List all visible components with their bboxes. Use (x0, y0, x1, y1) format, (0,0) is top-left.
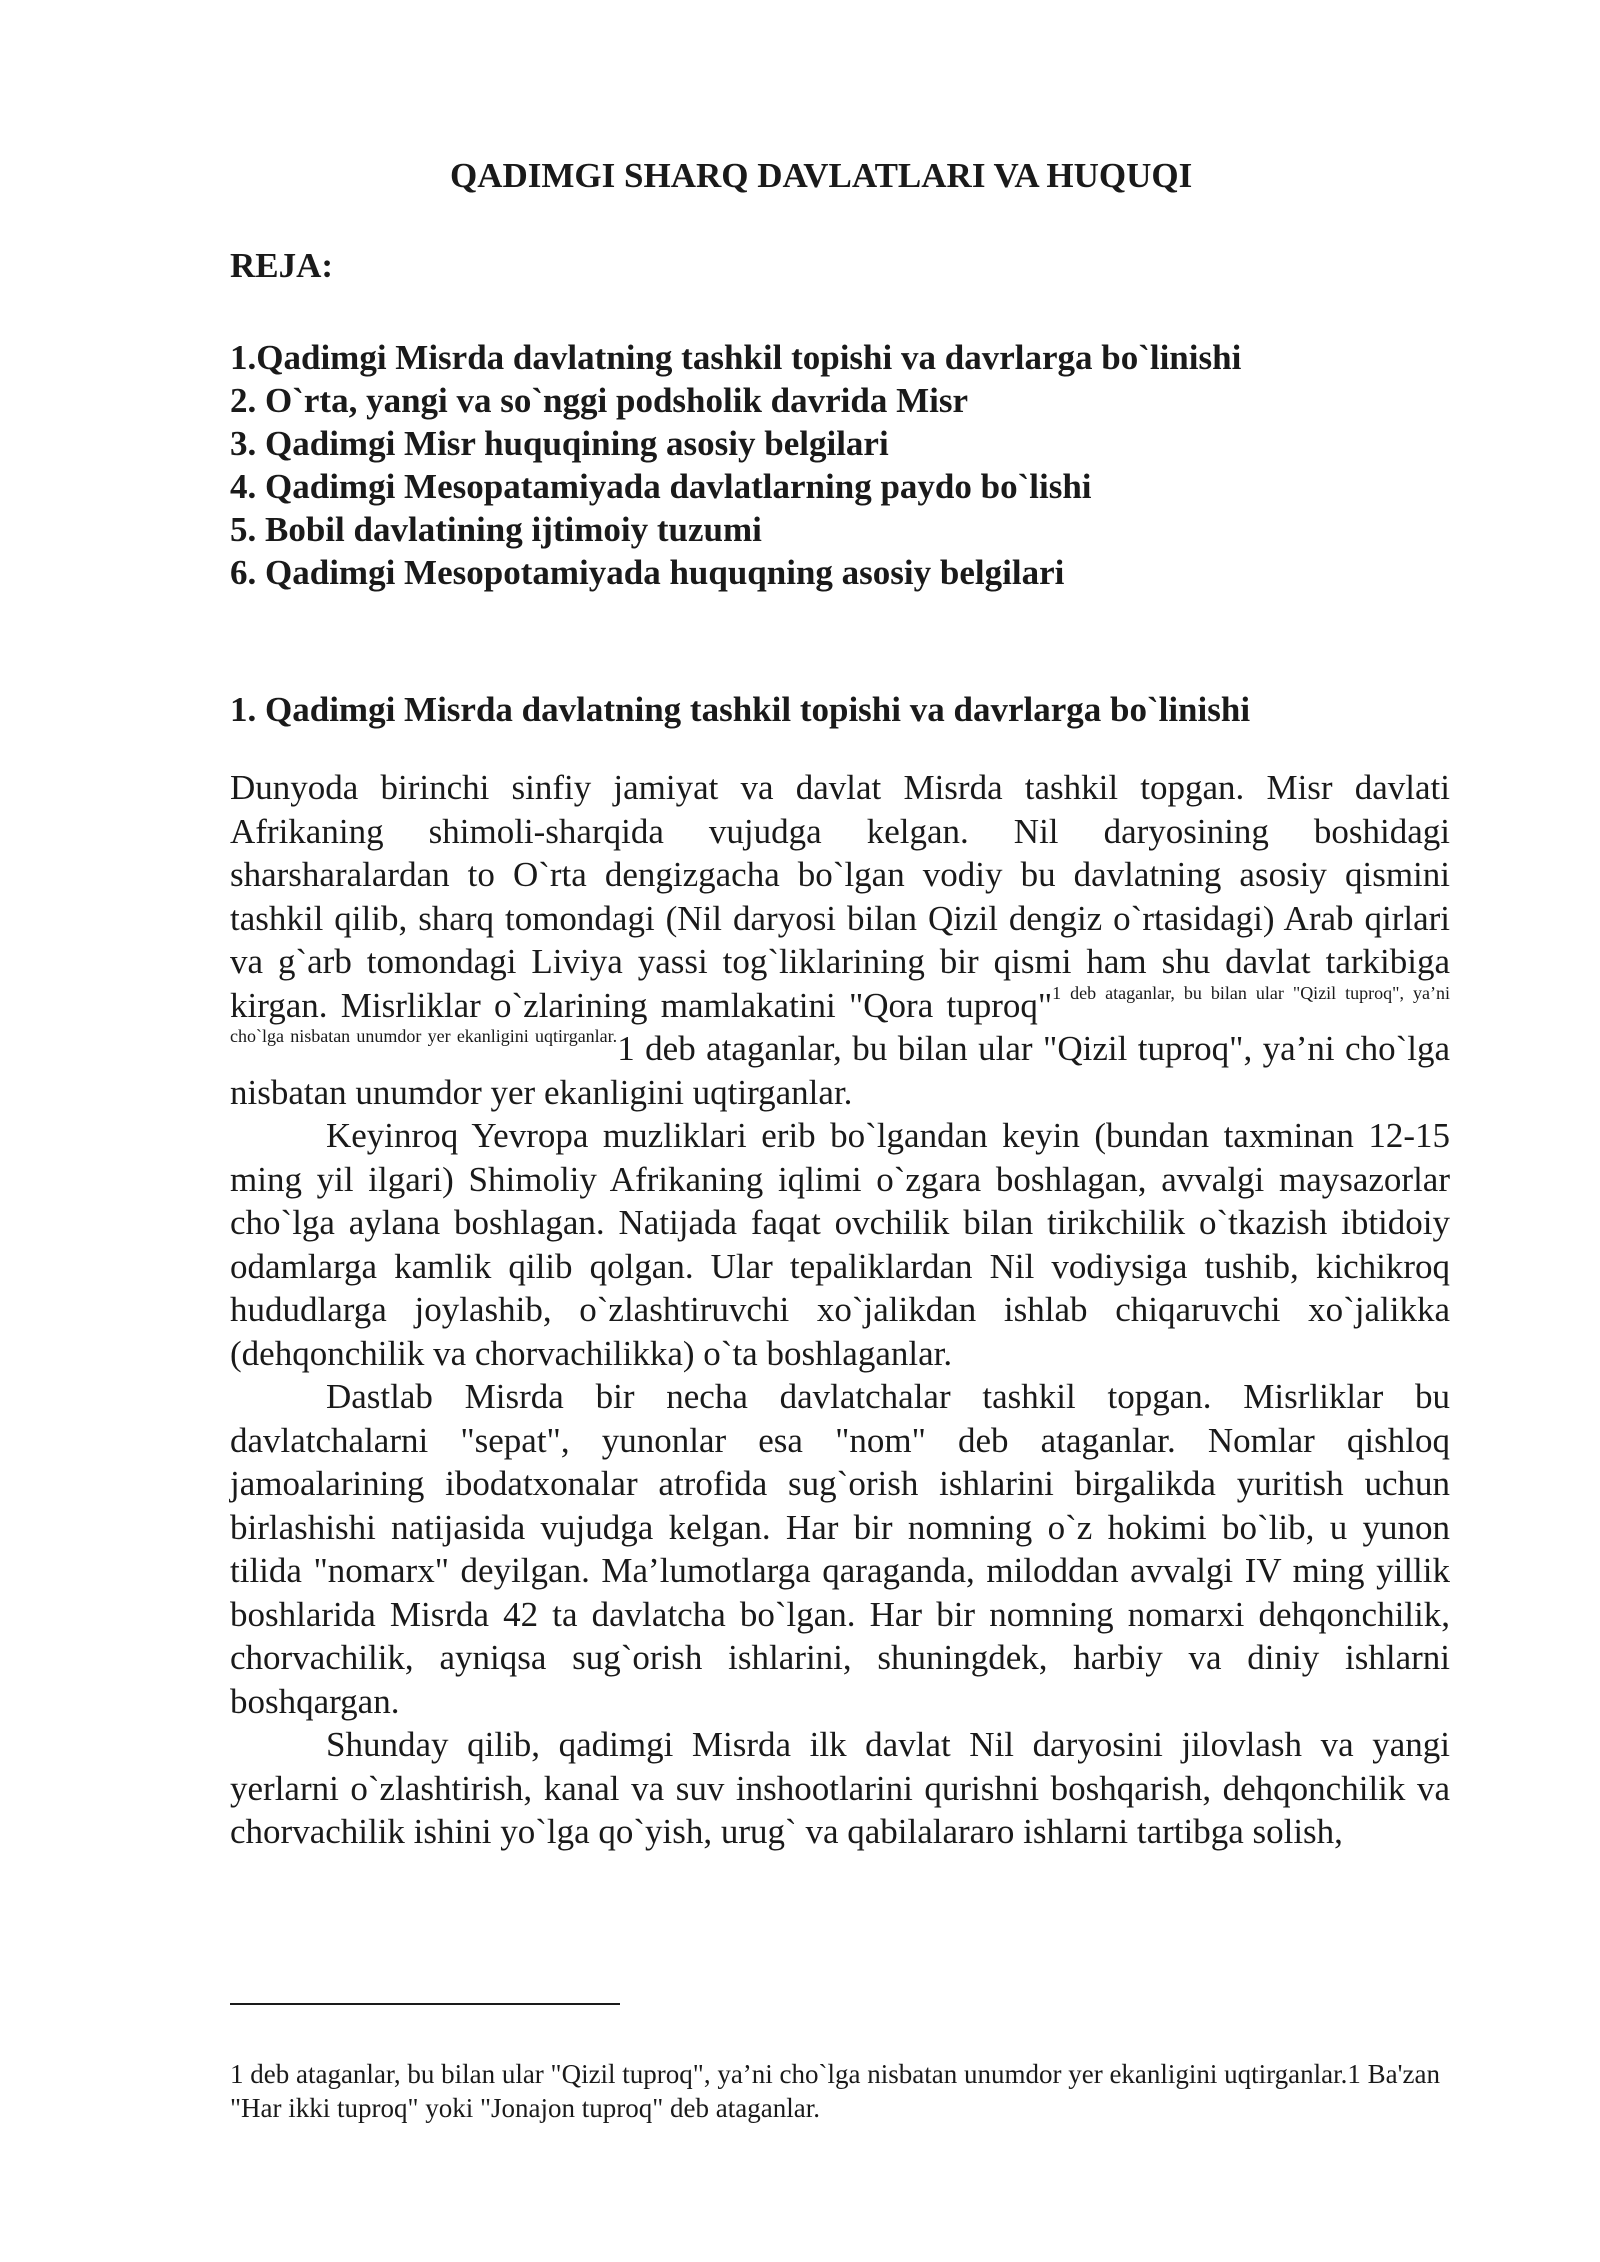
document-title: QADIMGI SHARQ DAVLATLARI VA HUQUQI (450, 156, 1193, 195)
paragraph: Keyinroq Yevropa muzliklari erib bo`lgandan keyin (bundan taxminan 12-15 ming yil ilgari) Shimoliy Afrikaning iqlimi o`zgara boshlagan, avvalgi maysazorlar cho`lga aylana boshlagan. Natijada faqat ovchilik bilan tirikchilik o`tkazish ibtidoiy odamlarga kamlik qilib qolgan. Ular tepaliklardan Nil vodiysiga tushib, kichikroq hududlarga joylashib, o`zlashtiruvchi xo`jalikdan ishlab chiqaruvchi xo`jalikka (dehqonchilik va chorvachilikka) o`ta boshlaganlar. (230, 1116, 1450, 1373)
body-text (230, 766, 1450, 1854)
plan-item: 2. O`rta, yangi va so`nggi podsholik davrida Misr (230, 381, 969, 420)
plan-item: 4. Qadimgi Mesopatamiyada davlatlarning paydo bo`lishi (230, 467, 1092, 506)
paragraph: Shunday qilib, qadimgi Misrda ilk davlat Nil daryosini jilovlash va yangi yerlarni o`zlashtirish, kanal va suv inshootlarini qurishni boshqarish, dehqonchilik va chorvachilik ishini yo`lga qo`yish, urug` va qabilalararo ishlarni tartibga solish, (230, 1725, 1450, 1851)
paragraph (230, 766, 1450, 1114)
document-page (230, 150, 1450, 1854)
section-heading: 1. Qadimgi Misrda davlatning tashkil topishi va davrlarga bo`linishi (230, 690, 1251, 729)
paragraph-text: Dunyoda birinchi sinfiy jamiyat va davlat Misrda tashkil topgan. Misr davlati Afrikaning shimoli-sharqida vujudga kelgan. Nil daryosining boshidagi sharsharalardan to O`rta dengizgacha bo`lgan vodiy bu davlatning asosiy qismini tashkil qilib, sharq tomondagi (Nil daryosi bilan Qizil dengiz o`rtasidagi) Arab qirlari va g`arb tomondagi Liviya yassi tog`liklarining bir qismi ham shu davlat tarkibiga kirgan. Misrliklar o`zlarining mamlakatini "Qora tuproq" (230, 768, 1450, 1025)
plan-item: 1.Qadimgi Misrda davlatning tashkil topishi va davrlarga bo`linishi (230, 338, 1242, 377)
plan-list (230, 336, 1450, 594)
footnote-reference: 1 deb ataganlar, bu bilan ular "Qizil tuproq", ya’ni cho`lga nisbatan unumdor yer ekanligini uqtirganlar. (230, 982, 1450, 1046)
plan-item: 6. Qadimgi Mesopotamiyada huquqning asosiy belgilari (230, 553, 1065, 592)
footnote: 1 deb ataganlar, bu bilan ular "Qizil tuproq", ya’ni cho`lga nisbatan unumdor yer ekanligini uqtirganlar.1 Ba'zan "Har ikki tuproq" yoki "Jonajon tuproq" deb ataganlar. (230, 2059, 1440, 2123)
plan-item: 5. Bobil davlatining ijtimoiy tuzumi (230, 510, 762, 549)
footnote-separator (230, 2003, 620, 2005)
paragraph-text: 1 deb ataganlar, bu bilan ular "Qizil tuproq", ya’ni cho`lga nisbatan unumdor yer ekanligini uqtirganlar. (230, 1029, 1450, 1112)
plan-item: 3. Qadimgi Misr huquqining asosiy belgilari (230, 424, 889, 463)
paragraph: Dastlab Misrda bir necha davlatchalar tashkil topgan. Misrliklar bu davlatchalarni "sepat", yunonlar esa "nom" deb ataganlar. Nomlar qishloq jamoalarining ibodatxonalar atrofida sug`orish ishlarini birgalikda yuritish uchun birlashishi natijasida vujudga kelgan. Har bir nomning o`z hokimi bo`lib, u yunon tilida "nomarx" deyilgan. Ma’lumotlarga qaraganda, miloddan avvalgi IV ming yillik boshlarida Misrda 42 ta davlatcha bo`lgan. Har bir nomning nomarxi dehqonchilik, chorvachilik, ayniqsa sug`orish ishlarini, shuningdek, harbiy va diniy ishlarni boshqargan. (230, 1377, 1450, 1721)
plan-heading: REJA: (230, 246, 334, 285)
